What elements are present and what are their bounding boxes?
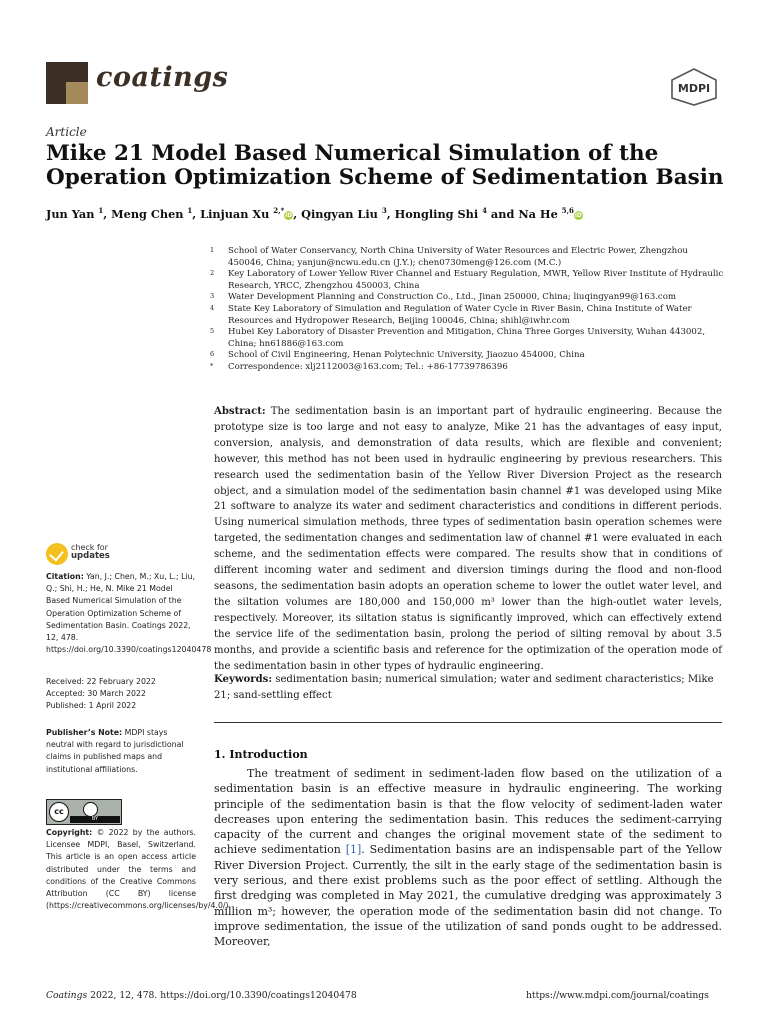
received-date: Received: 22 February 2022	[46, 677, 156, 686]
published-date: Published: 1 April 2022	[46, 701, 137, 711]
copyright-block: Copyright: © 2022 by the authors. Licensee MDPI, Basel, Switzerland. This article is an open access article distributed under the terms and conditions of the Creative Commons Attribution (CC BY) license (https://creativecommons.org/licenses/by/4.0/).	[46, 828, 232, 911]
citation-link[interactable]: [1]	[345, 843, 362, 857]
affiliation-item: 6 School of Civil Engineering, Henan Polytechnic University, Jiaozuo 454000, China	[210, 350, 585, 361]
keywords-text: sedimentation basin; numerical simulation; water and sediment characteristics; Mike 21; sand-settling effect	[214, 674, 714, 701]
article-type: Article	[46, 125, 87, 139]
publisher-note: Publisher’s Note: MDPI stays neutral with regard to jurisdictional claims in published maps and institutional affiliations.	[46, 728, 184, 774]
section-heading: 1. Introduction	[214, 748, 308, 761]
author-name: Na He	[518, 206, 558, 221]
affiliation-item: 4 State Key Laboratory of Simulation and Regulation of Water Cycle in River Basin, China Institute of Water Resources and Hydropower Research, Beijing 100046, China; shihl@iwhr.com	[210, 303, 692, 326]
mdpi-label: MDPI	[677, 82, 711, 95]
abstract-text: The sedimentation basin is an important part of hydraulic engineering. Because the prototype size is too large and not easy to analyze, Mike 21 has the advantages of easy input, conversion, analysis, and demonstration of data results, which are flexible and convenient; however, this method has not been used in hydraulic engineering by previous researchers. This research used the sedimentation basin of the Yellow River Diversion Project as the research object, and a simulation model of the sedimentation basin channel #1 was developed using Mike 21 software to analyze its water and sediment characteristics and conditions in different periods. Using numerical simulation methods, three types of sedimentation basin operation schemes were targeted, the sedimentation changes and sedimentation law of channel #1 were evaluated in each scheme, and the sedimentation effects were compared. The results show that in conditions of different incoming water and sediment and diversion timings during the flood and non-flood seasons, the sedimentation basin adopts an operation scheme to lower the outlet water level, and the siltation volumes are 180,000 and 150,000 m³ lower than the high-outlet water levels, respectively. Moreover, its siltation status is significantly improved, which can effectively extend the service life of the sedimentation basin, prolong the period of silting removal by about 3.5 months, and provide a scientific basis and reference for the optimization of the operation mode of the sedimentation basin in other types of hydraulic engineering.	[214, 406, 722, 672]
citation-block: Citation: Yan, J.; Chen, M.; Xu, L.; Liu, Q.; Shi, H.; He, N. Mike 21 Model Based Numerical Simulation of the Operation Optimization Scheme of Sedimentation Basin. Coatings 2022, 12, 478. https://doi.org/10.3390/coatings12040478	[46, 572, 212, 655]
introduction-text: The treatment of sediment in sediment-laden flow based on the utilization of a sedimentation basin is an effective measure in hydraulic engineering. The working principle of the sedimentation basin is that the flow velocity of sediment-laden water decreases upon entering the sedimentation basin. This reduces the sediment-carrying capacity of the current and changes the original movement state of the sediment to achieve sedimentation [1]. Sedimentation basins are an indispensable part of the Yellow River Diversion Project. Currently, the silt in the early stage of the sedimentation basin is very serious, and there exist problems such as the poor effect of settling. Although the first dredging was completed in May 2021, the cumulative dredging was approximately 3 million m³; however, the operation mode of the sedimentation basin did not change. To improve sedimentation, the issue of the utilization of sand ponds ought to be addressed. Moreover,	[214, 767, 723, 949]
section-divider	[214, 722, 722, 723]
keywords-label: Keywords:	[214, 674, 273, 685]
check-updates-icon	[46, 543, 68, 565]
affiliation-item: 3 Water Development Planning and Construction Co., Ltd., Jinan 250000, China; liuqingyan99@163.com	[210, 292, 677, 303]
affiliation-item: 2 Key Laboratory of Lower Yellow River Channel and Estuary Regulation, MWR, Yellow River Institute of Hydraulic Research, YRCC, Zhengzhou 450003, China	[210, 269, 724, 291]
footer-citation: Coatings 2022, 12, 478. https://doi.org/10.3390/coatings12040478	[46, 990, 357, 1001]
check-for-updates-button[interactable]: check for updates	[46, 543, 156, 569]
orcid-icon[interactable]: iD	[285, 211, 293, 219]
abstract	[214, 404, 722, 674]
correspondence: * Correspondence: xlj2112003@163.com; Tel.: +86-17739786396	[210, 361, 508, 372]
author-name: Hongling Shi	[394, 206, 479, 221]
keywords	[214, 672, 722, 704]
abstract-label: Abstract:	[214, 406, 266, 417]
author-name: Qingyan Liu	[301, 206, 378, 221]
author-list: Jun Yan $^1$, Meng Chen $^1$, Linjuan Xu $^{2,*}$iD, Qingyan Liu $^3$, Hongling Shi $^4$ and Na He $^{5,6}$iD	[46, 206, 582, 221]
orcid-icon[interactable]: iD	[574, 211, 582, 219]
journal-name: coatings	[96, 62, 229, 93]
affiliation-item: 1 School of Water Conservancy, North China University of Water Resources and Electric Power, Zhengzhou 450046, China; yanjun@ncwu.edu.cn (J.Y.); chen0730meng@126.com (M.C.)	[210, 246, 688, 268]
author-name: Meng Chen	[111, 206, 184, 221]
author-name: Linjuan Xu	[200, 206, 270, 221]
affiliation-item: 5 Hubei Key Laboratory of Disaster Prevention and Mitigation, China Three Gorges University, Wuhan 443002, China; hn61886@163.com	[210, 327, 706, 349]
affiliations	[210, 246, 725, 374]
cc-by-license-icon[interactable]: cc BY	[46, 799, 122, 825]
mdpi-logo-icon	[668, 68, 720, 106]
article-title: Mike 21 Model Based Numerical Simulation of the Operation Optimization Scheme of Sedimentation Basin	[46, 141, 724, 190]
journal-logo-icon	[46, 62, 88, 104]
publication-dates	[46, 676, 196, 713]
footer-journal-url[interactable]: https://www.mdpi.com/journal/coatings	[526, 990, 709, 1001]
author-name: Jun Yan	[46, 206, 95, 221]
accepted-date: Accepted: 30 March 2022	[46, 689, 146, 699]
